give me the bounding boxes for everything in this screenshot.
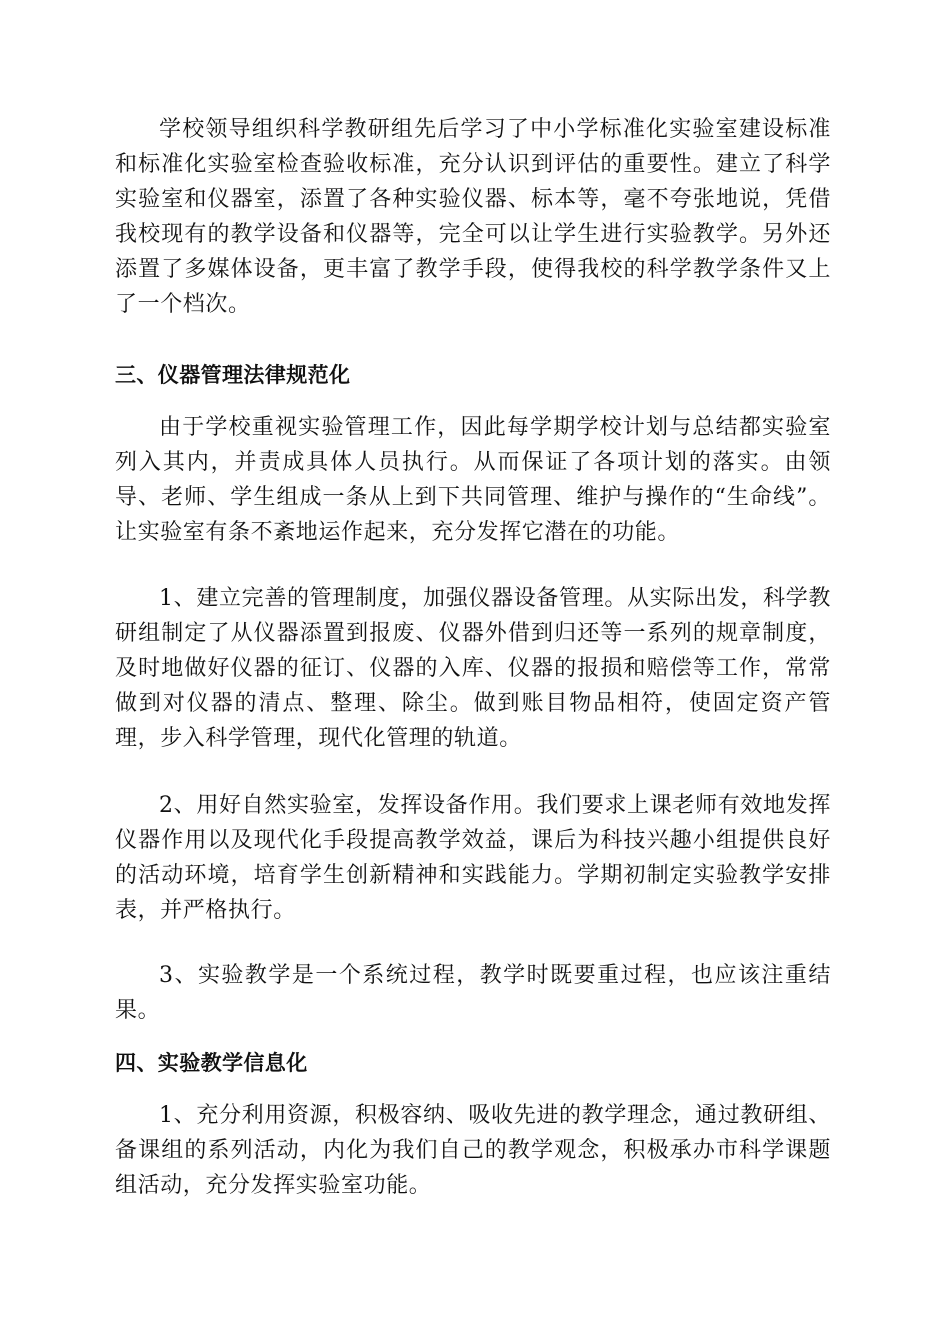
- paragraph-management-overview: 由于学校重视实验管理工作，因此每学期学校计划与总结都实验室列入其内，并责成具体人员执行。从而保证了各项计划的落实。由领导、老师、学生组成一条从上到下共同管理、维护与操作的“生命线”。让实验室有条不紊地运作起来，充分发挥它潜在的功能。: [115, 415, 831, 545]
- paragraph-item-1-resources: 1、充分利用资源，积极容纳、吸收先进的教学理念，通过教研组、备课组的系列活动，内化为我们自己的教学观念，积极承办市科学课题组活动，充分发挥实验室功能。: [115, 1103, 831, 1198]
- paragraph-item-3-experimental-teaching: 3、实验教学是一个系统过程，教学时既要重过程，也应该注重结果。: [115, 963, 831, 1023]
- paragraph-item-2-use-lab: 2、用好自然实验室，发挥设备作用。我们要求上课老师有效地发挥仪器作用以及现代化手段提高教学效益，课后为科技兴趣小组提供良好的活动环境，培育学生创新精神和实践能力。学期初制定实验教学安排表，并严格执行。: [115, 793, 831, 923]
- section-heading-instrument-management: 三、仪器管理法律规范化: [115, 363, 351, 387]
- section-heading-informatization: 四、实验教学信息化: [115, 1051, 308, 1075]
- paragraph-item-1-management-system: 1、建立完善的管理制度，加强仪器设备管理。从实际出发，科学教研组制定了从仪器添置到报废、仪器外借到归还等一系列的规章制度，及时地做好仪器的征订、仪器的入库、仪器的报损和赔偿等工作，常常做到对仪器的清点、整理、除尘。做到账目物品相符，使固定资产管理，步入科学管理，现代化管理的轨道。: [115, 586, 831, 751]
- paragraph-lab-construction: 学校领导组织科学教研组先后学习了中小学标准化实验室建设标准和标准化实验室检查验收标准，充分认识到评估的重要性。建立了科学实验室和仪器室，添置了各种实验仪器、标本等，毫不夸张地说，凭借我校现有的教学设备和仪器等，完全可以让学生进行实验教学。另外还添置了多媒体设备，更丰富了教学手段，使得我校的科学教学条件又上了一个档次。: [115, 117, 831, 317]
